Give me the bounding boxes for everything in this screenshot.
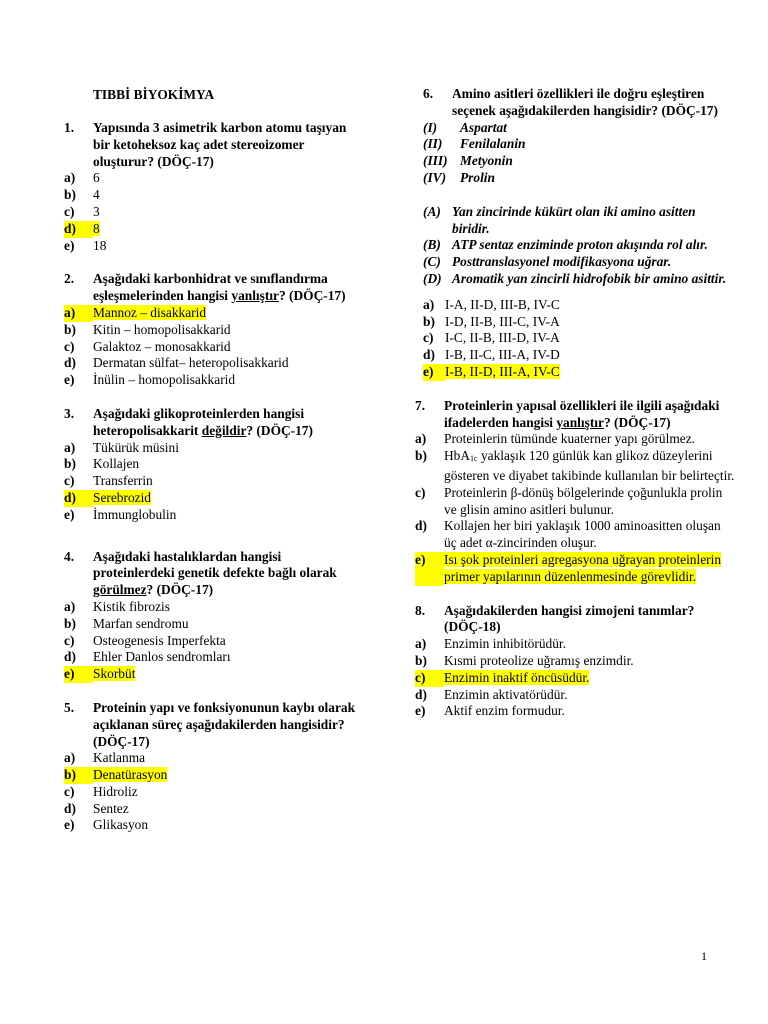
option-d: d) Kollajen her biri yaklaşık 1000 aminoasitten oluşan üç adet α-zincirinden oluşur. <box>415 518 721 551</box>
option-e: e) Glikasyon <box>64 817 149 833</box>
option-a-highlighted: a) Mannoz – disakkarid <box>64 304 207 320</box>
left-column <box>64 86 364 834</box>
question-number: 5. <box>64 699 75 715</box>
underlined-word: yanlıştır <box>231 288 279 304</box>
option-e: e) Aktif enzim formudur. <box>415 703 565 719</box>
underlined-word: görülmez <box>93 582 147 598</box>
option-list <box>415 431 735 585</box>
option-c: c) Galaktoz – monosakkarid <box>64 338 231 354</box>
option-b: b) Kollajen <box>64 456 140 472</box>
option-b: b) Marfan sendromu <box>64 615 189 631</box>
roman-item: (IV) Prolin <box>423 169 495 185</box>
question-number: 8. <box>415 602 426 618</box>
option-e-highlighted: e) I-B, II-D, III-A, IV-C <box>423 363 560 379</box>
match-item: (D) Aromatik yan zincirli hidrofobik bir amino asittir. <box>423 270 727 286</box>
option-c: c) Proteinlerin β-dönüş bölgelerinde çoğunlukla prolin ve glisin amino asitleri bulunur. <box>415 484 723 517</box>
question-number: 1. <box>64 120 75 135</box>
option-c: c) 3 <box>64 203 100 219</box>
option-b: b) HbA$_{1c}$ yaklaşık 120 günlük kan glikoz düzeylerini gösteren ve diyabet takibinde kullanılan bir belirteçtir. <box>415 448 735 483</box>
document-title: TIBBİ BİYOKİMYA <box>93 87 215 102</box>
option-d-highlighted: d) 8 <box>64 220 100 236</box>
question-text: Aşağıdaki hastalıklardan hangisi proteinlerdeki genetik defekte bağlı olarak görülmez? (DÖÇ-17) <box>93 548 337 598</box>
question-stem <box>64 271 364 305</box>
option-c: c) Hidroliz <box>64 783 138 799</box>
question-number: 3. <box>64 405 75 421</box>
question-7 <box>415 398 735 586</box>
page-number: 1 <box>701 949 707 963</box>
option-b: b) 4 <box>64 187 100 203</box>
question-1 <box>64 120 364 254</box>
question-text: Yapısında 3 asimetrik karbon atomu taşıyan bir ketoheksoz kaç adet stereoizomer oluşturur? (DÖÇ-17) <box>93 120 347 169</box>
underlined-word: değildir <box>201 422 247 438</box>
match-item: (C) Posttranslasyonel modifikasyona uğrar. <box>423 254 672 270</box>
question-text: Proteinlerin yapısal özellikleri ile ilgili aşağıdaki ifadelerden hangisi yanlıştır? (DÖÇ-17) <box>444 397 720 430</box>
question-text: Aşağıdakilerden hangisi zimojeni tanımlar? (DÖÇ-18) <box>444 602 695 635</box>
question-6 <box>423 86 735 120</box>
option-list <box>64 440 364 524</box>
option-b: b) Kısmi proteolize uğramış enzimdir. <box>415 652 634 668</box>
question-3 <box>64 406 364 524</box>
question-5 <box>64 700 364 834</box>
option-list <box>64 170 364 254</box>
question-stem <box>415 398 735 432</box>
question-number: 2. <box>64 271 75 287</box>
option-d: d) Dermatan sülfat– heteropolisakkarid <box>64 355 289 371</box>
question-number: 7. <box>415 397 426 413</box>
question-text: Proteinin yapı ve fonksiyonunun kaybı olarak açıklanan süreç aşağıdakilerden hangisidir? (DÖÇ-17) <box>93 699 356 749</box>
question-2 <box>64 271 364 389</box>
option-c: c) Osteogenesis Imperfekta <box>64 632 226 648</box>
question-text: Aşağıdaki karbonhidrat ve sınıflandırma eşleşmelerinden hangisi yanlıştır? (DÖÇ-17) <box>93 271 346 304</box>
option-a: a) Tükürük müsini <box>64 439 179 455</box>
roman-item: (III) Metyonin <box>423 153 513 169</box>
option-a: a) Enzimin inhibitörüdür. <box>415 636 566 652</box>
option-list <box>64 599 364 683</box>
roman-item: (I) Aspartat <box>423 119 507 135</box>
question-stem <box>64 120 364 170</box>
question-text: Aşağıdaki glikoproteinlerden hangisi heteropolisakkarit değildir? (DÖÇ-17) <box>93 405 313 438</box>
question-4 <box>64 549 364 683</box>
option-d: d) Ehler Danlos sendromları <box>64 649 231 665</box>
option-e: e) İmmunglobulin <box>64 506 177 522</box>
option-d-highlighted: d) Serebrozid <box>64 489 152 505</box>
option-list <box>64 305 364 389</box>
option-a: a) Proteinlerin tümünde kuaterner yapı görülmez. <box>415 431 695 447</box>
option-b: b) Kitin – homopolisakkarid <box>64 321 231 337</box>
option-b-highlighted: b) Denatürasyon <box>64 767 168 783</box>
option-list <box>64 750 364 834</box>
match-item: (B) ATP sentaz enziminde proton akışında rol alır. <box>423 237 708 253</box>
question-stem <box>415 603 735 637</box>
question-number: 6. <box>423 86 434 101</box>
option-a: a) I-A, II-D, III-B, IV-C <box>423 296 560 312</box>
underlined-word: yanlıştır <box>556 414 604 430</box>
question-stem <box>64 700 364 750</box>
option-c-highlighted: c) Enzimin inaktif öncüsüdür. <box>415 669 590 685</box>
option-e-highlighted: e) Isı şok proteinleri agregasyona uğrayan proteinlerin primer yapılarının düzenlenmesinde görevlidir. <box>415 551 722 584</box>
option-e: e) 18 <box>64 237 107 253</box>
option-d: d) I-B, II-C, III-A, IV-D <box>423 347 560 363</box>
option-list <box>415 636 735 720</box>
option-e-highlighted: e) Skorbüt <box>64 666 136 682</box>
match-item: (A) Yan zincirinde kükürt olan iki amino asitten biridir. <box>423 203 696 236</box>
match-list <box>423 204 735 288</box>
question-stem <box>64 406 364 440</box>
question-stem <box>423 86 735 120</box>
question-text: Amino asitleri özellikleri ile doğru eşleştiren seçenek aşağıdakilerden hangisidir? (DÖÇ-17) <box>452 86 718 118</box>
option-d: d) Sentez <box>64 800 129 816</box>
option-a: a) Kistik fibrozis <box>64 598 170 614</box>
question-number: 4. <box>64 548 75 564</box>
question-8 <box>415 603 735 721</box>
option-e: e) İnülin – homopolisakkarid <box>64 372 236 388</box>
option-c: c) Transferrin <box>64 473 153 489</box>
option-b: b) I-D, II-B, III-C, IV-A <box>423 313 560 329</box>
roman-item: (II) Fenilalanin <box>423 136 526 152</box>
option-c: c) I-C, II-B, III-D, IV-A <box>423 330 560 346</box>
option-a: a) Katlanma <box>64 750 146 766</box>
option-list <box>423 297 735 381</box>
roman-list <box>423 120 735 187</box>
right-column <box>415 86 735 720</box>
question-stem <box>64 549 364 599</box>
option-d: d) Enzimin aktivatörüdür. <box>415 686 568 702</box>
option-a: a) 6 <box>64 170 100 186</box>
